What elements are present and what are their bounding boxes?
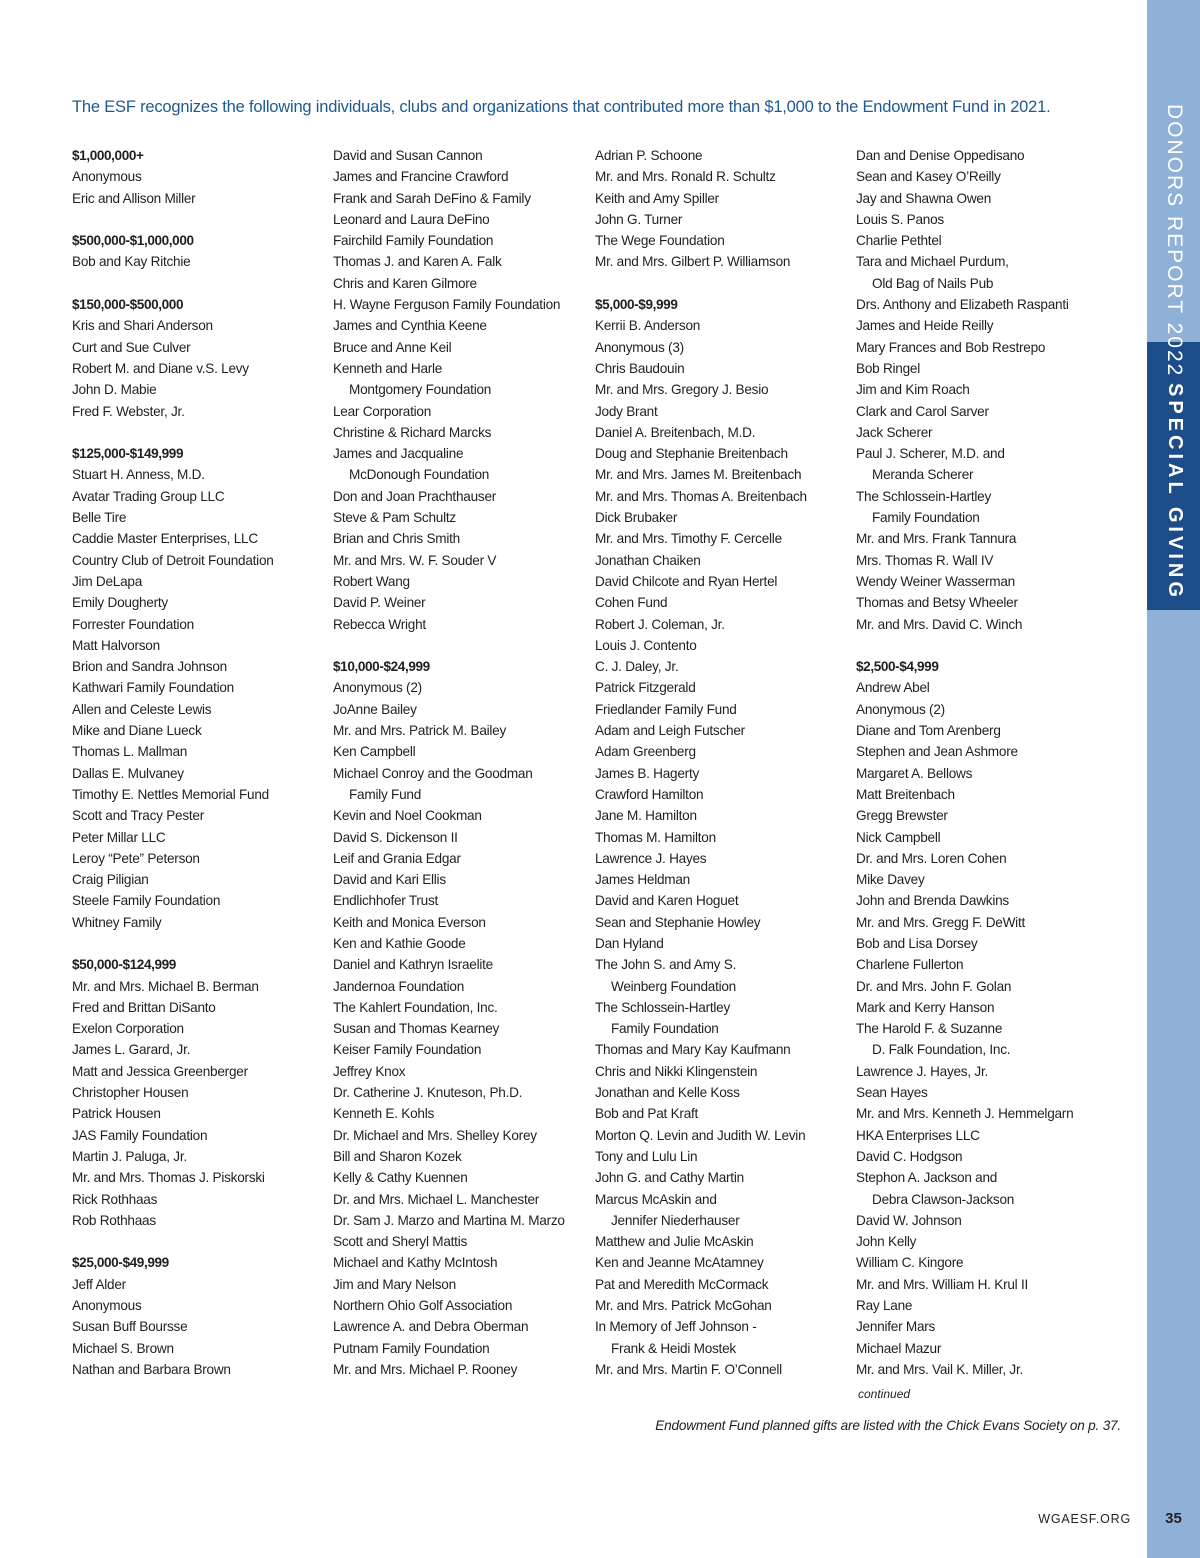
donor-name: Paul J. Scherer, M.D. and [856, 446, 1005, 462]
donor-name: Mr. and Mrs. Martin F. O’Connell [595, 1361, 782, 1377]
donor-name: Dick Brubaker [595, 510, 678, 526]
giving-level-heading: $2,500-$4,999 [856, 659, 939, 675]
donor-name: Lawrence J. Hayes, Jr. [856, 1063, 989, 1079]
donor-name: Dan and Denise Oppedisano [856, 148, 1025, 163]
donor-name: Putnam Family Foundation [333, 1340, 490, 1356]
donor-name: Leonard and Laura DeFino [333, 211, 490, 227]
donor-name: Andrew Abel [856, 680, 930, 696]
donor-name: Michael and Kathy McIntosh [333, 1255, 498, 1271]
donor-name: Belle Tire [72, 510, 127, 526]
giving-level-heading: $150,000-$500,000 [72, 297, 184, 313]
donor-name: John G. and Cathy Martin [595, 1170, 744, 1186]
donor-name: Lawrence J. Hayes [595, 850, 707, 866]
donor-name: Jeff Alder [72, 1276, 126, 1292]
donor-name: Kathwari Family Foundation [72, 680, 234, 696]
continued-note: continued [858, 1387, 911, 1401]
donor-name: Wendy Weiner Wasserman [856, 573, 1015, 589]
donor-name: John G. Turner [595, 211, 683, 227]
donor-name: David and Susan Cannon [333, 148, 483, 163]
donor-name: Gregg Brewster [856, 808, 948, 824]
donor-name: Stephon A. Jackson and [856, 1170, 998, 1186]
giving-level-heading: $1,000,000+ [72, 148, 144, 163]
donor-name: Old Bag of Nails Pub [872, 275, 994, 291]
donor-name: Thomas M. Hamilton [595, 829, 716, 845]
donor-name: David S. Dickenson II [333, 829, 458, 845]
donor-name: Mr. and Mrs. Thomas J. Piskorski [72, 1170, 265, 1186]
footnote: Endowment Fund planned gifts are listed with the Chick Evans Society on p. 37. [655, 1418, 1121, 1433]
donor-name: Fred F. Webster, Jr. [72, 403, 185, 419]
donor-name: Don and Joan Prachthauser [333, 488, 497, 504]
donor-name: Anonymous (2) [333, 680, 422, 696]
donor-name: Family Foundation [872, 510, 980, 526]
donor-name: Sean and Kasey O’Reilly [856, 169, 1001, 185]
donor-name: Jennifer Mars [856, 1319, 936, 1335]
donor-name: Mr. and Mrs. Gregory J. Besio [595, 382, 769, 398]
donor-name: Nathan and Barbara Brown [72, 1361, 231, 1377]
donor-name: James and Cynthia Keene [333, 318, 487, 334]
donor-name: Avatar Trading Group LLC [72, 488, 225, 504]
donor-name: Charlene Fullerton [856, 957, 964, 973]
donor-name: Meranda Scherer [872, 467, 974, 483]
report-title: DONORS REPORT 2022 [1163, 104, 1186, 378]
donor-column-4 [856, 145, 1106, 1380]
donor-name: Michael Mazur [856, 1340, 942, 1356]
donor-name: James and Francine Crawford [333, 169, 509, 185]
donor-name: Bob and Kay Ritchie [72, 254, 191, 270]
donor-name: Tara and Michael Purdum, [856, 254, 1009, 270]
donor-name: John and Brenda Dawkins [856, 893, 1009, 909]
donor-name: Dr. and Mrs. John F. Golan [856, 978, 1012, 994]
donor-name: Weinberg Foundation [611, 978, 736, 994]
donor-name: Scott and Sheryl Mattis [333, 1234, 468, 1250]
donor-name: Ken and Jeanne McAtamney [595, 1255, 764, 1271]
donor-name: Keith and Monica Everson [333, 914, 486, 930]
spacer [72, 1231, 322, 1252]
donor-name: Daniel and Kathryn Israelite [333, 957, 493, 973]
donor-column-3 [595, 145, 845, 1380]
donor-name: Mr. and Mrs. W. F. Souder V [333, 552, 497, 568]
donor-name: Jim and Mary Nelson [333, 1276, 456, 1292]
donor-name: James L. Garard, Jr. [72, 1042, 191, 1058]
donor-name: Matt Halvorson [72, 637, 160, 653]
donor-name: Louis J. Contento [595, 637, 697, 653]
donor-name: Dan Hyland [595, 935, 664, 951]
donor-name: Mr. and Mrs. Michael B. Berman [72, 978, 259, 994]
donor-name: Kenneth and Harle [333, 360, 443, 376]
donor-name: David Chilcote and Ryan Hertel [595, 573, 778, 589]
donor-name: Mr. and Mrs. Frank Tannura [856, 531, 1017, 547]
donor-column-2 [333, 145, 583, 1380]
donor-name: Mr. and Mrs. Ronald R. Schultz [595, 169, 776, 185]
donor-name: The Schlossein-Hartley [856, 488, 992, 504]
giving-level-heading: $5,000-$9,999 [595, 297, 678, 313]
donor-column-1 [72, 145, 322, 1380]
donor-name: Jonathan and Kelle Koss [595, 1085, 740, 1101]
donor-name: Clark and Carol Sarver [856, 403, 989, 419]
donor-name: Mr. and Mrs. Kenneth J. Hemmelgarn [856, 1106, 1074, 1122]
donor-name: HKA Enterprises LLC [856, 1127, 980, 1143]
donor-name: Brian and Chris Smith [333, 531, 460, 547]
donor-name: Pat and Meredith McCormack [595, 1276, 769, 1292]
donor-name: Scott and Tracy Pester [72, 808, 205, 824]
donor-name: Bob and Lisa Dorsey [856, 935, 978, 951]
donor-name: Jim DeLapa [72, 573, 143, 589]
section-title: SPECIAL GIVING [1164, 383, 1186, 601]
donor-name: C. J. Daley, Jr. [595, 659, 679, 675]
donor-name: Thomas and Betsy Wheeler [856, 595, 1018, 611]
donor-name: Chris and Karen Gilmore [333, 275, 477, 291]
donor-name: Marcus McAskin and [595, 1191, 717, 1207]
donor-name: Rebecca Wright [333, 616, 426, 632]
donor-name: Mr. and Mrs. William H. Krul II [856, 1276, 1029, 1292]
donor-name: Frank & Heidi Mostek [611, 1340, 736, 1356]
donor-name: Tony and Lulu Lin [595, 1148, 698, 1164]
donor-name: James Heldman [595, 872, 690, 888]
donor-name: Leroy “Pete” Peterson [72, 850, 200, 866]
donor-name: Kelly & Cathy Kuennen [333, 1170, 468, 1186]
donor-name: JAS Family Foundation [72, 1127, 208, 1143]
donor-name: Emily Dougherty [72, 595, 168, 611]
donor-name: Robert Wang [333, 573, 410, 589]
giving-level-heading: $50,000-$124,999 [72, 957, 176, 973]
donor-name: Bruce and Anne Keil [333, 339, 452, 355]
donor-name: Stuart H. Anness, M.D. [72, 467, 205, 483]
donor-name: Anonymous [72, 169, 142, 185]
giving-level-heading: $25,000-$49,999 [72, 1255, 169, 1271]
donor-name: Anonymous (2) [856, 701, 945, 717]
donor-name: Family Foundation [611, 1021, 719, 1037]
donor-name: Sean and Stephanie Howley [595, 914, 761, 930]
page-number: 35 [1165, 1510, 1182, 1527]
donor-name: Family Fund [349, 786, 422, 802]
donor-name: Mr. and Mrs. Patrick McGohan [595, 1298, 772, 1314]
spacer [72, 933, 322, 954]
intro-text: The ESF recognizes the following individuals, clubs and organizations that contributed more than $1,000 to the Endowment Fund in 2021. [72, 98, 1051, 116]
spacer [595, 273, 845, 294]
spacer [333, 635, 583, 656]
donor-name: Diane and Tom Arenberg [856, 723, 1001, 739]
donor-name: Montgomery Foundation [349, 382, 492, 398]
spacer [72, 273, 322, 294]
donor-name: John Kelly [856, 1234, 917, 1250]
donor-name: Kevin and Noel Cookman [333, 808, 482, 824]
donor-name: Susan Buff Boursse [72, 1319, 188, 1335]
donor-name: Michael S. Brown [72, 1340, 174, 1356]
donor-name: Brion and Sandra Johnson [72, 659, 227, 675]
donor-name: Fred and Brittan DiSanto [72, 999, 216, 1015]
donor-name: The Kahlert Foundation, Inc. [333, 999, 498, 1015]
donor-name: Matthew and Julie McAskin [595, 1234, 754, 1250]
donor-name: Forrester Foundation [72, 616, 194, 632]
donor-name: Whitney Family [72, 914, 162, 930]
donor-name: The Harold F. & Suzanne [856, 1021, 1003, 1037]
donor-name: Dallas E. Mulvaney [72, 765, 184, 781]
donor-name: Dr. and Mrs. Loren Cohen [856, 850, 1007, 866]
donor-name: Thomas L. Mallman [72, 744, 188, 760]
donor-name: Anonymous [72, 1298, 142, 1314]
donor-name: Jim and Kim Roach [856, 382, 970, 398]
donor-name: Allen and Celeste Lewis [72, 701, 212, 717]
donor-name: Debra Clawson-Jackson [872, 1191, 1015, 1207]
donor-name: Sean Hayes [856, 1085, 928, 1101]
donor-name: Friedlander Family Fund [595, 701, 737, 717]
donor-name: Keith and Amy Spiller [595, 190, 719, 206]
donor-name: Country Club of Detroit Foundation [72, 552, 274, 568]
donor-name: Bob Ringel [856, 360, 921, 376]
donor-name: Susan and Thomas Kearney [333, 1021, 500, 1037]
donor-name: McDonough Foundation [349, 467, 490, 483]
donor-name: Martin J. Paluga, Jr. [72, 1148, 187, 1164]
donor-name: Jonathan Chaiken [595, 552, 701, 568]
donor-name: Thomas J. and Karen A. Falk [333, 254, 502, 270]
donor-name: Stephen and Jean Ashmore [856, 744, 1018, 760]
donor-name: Mr. and Mrs. Thomas A. Breitenbach [595, 488, 807, 504]
donor-name: Mr. and Mrs. David C. Winch [856, 616, 1023, 632]
donor-name: Mr. and Mrs. Michael P. Rooney [333, 1361, 518, 1377]
donor-name: Thomas and Mary Kay Kaufmann [595, 1042, 791, 1058]
donor-name: Adam Greenberg [595, 744, 696, 760]
donor-name: Mr. and Mrs. Gregg F. DeWitt [856, 914, 1026, 930]
donor-name: Mr. and Mrs. James M. Breitenbach [595, 467, 802, 483]
donor-name: David C. Hodgson [856, 1148, 963, 1164]
donor-name: Leif and Grania Edgar [333, 850, 461, 866]
donor-name: Northern Ohio Golf Association [333, 1298, 513, 1314]
spacer [72, 422, 322, 443]
donor-name: Bob and Pat Kraft [595, 1106, 699, 1122]
donor-name: Timothy E. Nettles Memorial Fund [72, 786, 269, 802]
donor-name: Drs. Anthony and Elizabeth Raspanti [856, 297, 1069, 313]
donor-name: Bill and Sharon Kozek [333, 1148, 462, 1164]
donor-name: Adrian P. Schoone [595, 148, 703, 163]
donor-name: Frank and Sarah DeFino & Family [333, 190, 531, 206]
spacer [72, 209, 322, 230]
donor-name: Christine & Richard Marcks [333, 424, 492, 440]
donor-name: Kerrii B. Anderson [595, 318, 701, 334]
donor-name: Peter Millar LLC [72, 829, 166, 845]
donor-name: The Wege Foundation [595, 233, 725, 249]
donor-name: Ken and Kathie Goode [333, 935, 466, 951]
donor-name: Fairchild Family Foundation [333, 233, 494, 249]
donor-name: Michael Conroy and the Goodman [333, 765, 533, 781]
giving-level-heading: $10,000-$24,999 [333, 659, 430, 675]
donor-name: JoAnne Bailey [333, 701, 417, 717]
donor-name: Craig Piligian [72, 872, 149, 888]
donor-name: Endlichhofer Trust [333, 893, 439, 909]
donor-name: Cohen Fund [595, 595, 668, 611]
donor-name: Morton Q. Levin and Judith W. Levin [595, 1127, 806, 1143]
donor-name: Curt and Sue Culver [72, 339, 191, 355]
donor-name: Mrs. Thomas R. Wall IV [856, 552, 994, 568]
donor-name: John D. Mabie [72, 382, 157, 398]
donor-name: Matt Breitenbach [856, 786, 955, 802]
donor-name: Steve & Pam Schultz [333, 510, 456, 526]
donor-name: H. Wayne Ferguson Family Foundation [333, 297, 561, 313]
donor-name: Doug and Stephanie Breitenbach [595, 446, 788, 462]
spacer [856, 635, 1106, 656]
donor-name: Nick Campbell [856, 829, 941, 845]
donor-name: D. Falk Foundation, Inc. [872, 1042, 1011, 1058]
donor-name: Mike and Diane Lueck [72, 723, 202, 739]
donor-name: The John S. and Amy S. [595, 957, 737, 973]
donor-name: Rick Rothhaas [72, 1191, 158, 1207]
donor-name: Ray Lane [856, 1298, 913, 1314]
donor-name: Kris and Shari Anderson [72, 318, 213, 334]
donor-name: Patrick Housen [72, 1106, 161, 1122]
donor-name: Keiser Family Foundation [333, 1042, 482, 1058]
giving-level-heading: $500,000-$1,000,000 [72, 233, 194, 249]
donor-name: Robert J. Coleman, Jr. [595, 616, 725, 632]
donor-name: Lawrence A. and Debra Oberman [333, 1319, 529, 1335]
donor-name: Steele Family Foundation [72, 893, 221, 909]
donor-name: Crawford Hamilton [595, 786, 704, 802]
giving-level-heading: $125,000-$149,999 [72, 446, 184, 462]
donor-name: David and Kari Ellis [333, 872, 446, 888]
donor-name: Mr. and Mrs. Patrick M. Bailey [333, 723, 507, 739]
donor-name: Jody Brant [595, 403, 658, 419]
donor-name: Jandernoa Foundation [333, 978, 465, 994]
donor-name: Christopher Housen [72, 1085, 189, 1101]
donor-name: Jack Scherer [856, 424, 933, 440]
donor-name: The Schlossein-Hartley [595, 999, 731, 1015]
donor-name: Caddie Master Enterprises, LLC [72, 531, 258, 547]
donor-name: Exelon Corporation [72, 1021, 184, 1037]
donor-name: In Memory of Jeff Johnson - [595, 1319, 757, 1335]
donor-name: Ken Campbell [333, 744, 416, 760]
donor-name: Kenneth E. Kohls [333, 1106, 435, 1122]
donor-name: Mr. and Mrs. Timothy F. Cercelle [595, 531, 782, 547]
donor-name: Dr. and Mrs. Michael L. Manchester [333, 1191, 540, 1207]
donor-name: William C. Kingore [856, 1255, 964, 1271]
donor-name: Dr. Sam J. Marzo and Martina M. Marzo [333, 1212, 565, 1228]
donor-name: Anonymous (3) [595, 339, 684, 355]
donor-name: Mr. and Mrs. Vail K. Miller, Jr. [856, 1361, 1023, 1377]
donor-name: James B. Hagerty [595, 765, 700, 781]
donor-name: David and Karen Hoguet [595, 893, 739, 909]
website-url: WGAESF.ORG [1038, 1512, 1131, 1526]
donor-name: Robert M. and Diane v.S. Levy [72, 360, 249, 376]
donor-name: Adam and Leigh Futscher [595, 723, 745, 739]
donor-name: Mary Frances and Bob Restrepo [856, 339, 1046, 355]
donor-name: Mr. and Mrs. Gilbert P. Williamson [595, 254, 791, 270]
donor-name: James and Jacqualine [333, 446, 464, 462]
donor-name: Dr. Catherine J. Knuteson, Ph.D. [333, 1085, 523, 1101]
donor-name: Charlie Pethtel [856, 233, 942, 249]
donor-name: Jane M. Hamilton [595, 808, 697, 824]
donor-name: Mike Davey [856, 872, 925, 888]
donor-name: Chris Baudouin [595, 360, 685, 376]
donor-name: James and Heide Reilly [856, 318, 994, 334]
donor-name: Jay and Shawna Owen [856, 190, 992, 206]
donor-name: Louis S. Panos [856, 211, 944, 227]
donor-name: David P. Weiner [333, 595, 426, 611]
donor-name: Rob Rothhaas [72, 1212, 156, 1228]
donor-name: Lear Corporation [333, 403, 432, 419]
donor-name: Jennifer Niederhauser [611, 1212, 740, 1228]
donor-name: Daniel A. Breitenbach, M.D. [595, 424, 756, 440]
donor-name: Matt and Jessica Greenberger [72, 1063, 248, 1079]
donor-name: Eric and Allison Miller [72, 190, 196, 206]
donor-name: Dr. Michael and Mrs. Shelley Korey [333, 1127, 537, 1143]
donor-name: Jeffrey Knox [333, 1063, 406, 1079]
donor-name: Margaret A. Bellows [856, 765, 973, 781]
donor-name: Chris and Nikki Klingenstein [595, 1063, 758, 1079]
donor-name: Patrick Fitzgerald [595, 680, 696, 696]
donor-name: David W. Johnson [856, 1212, 962, 1228]
donor-name: Mark and Kerry Hanson [856, 999, 995, 1015]
